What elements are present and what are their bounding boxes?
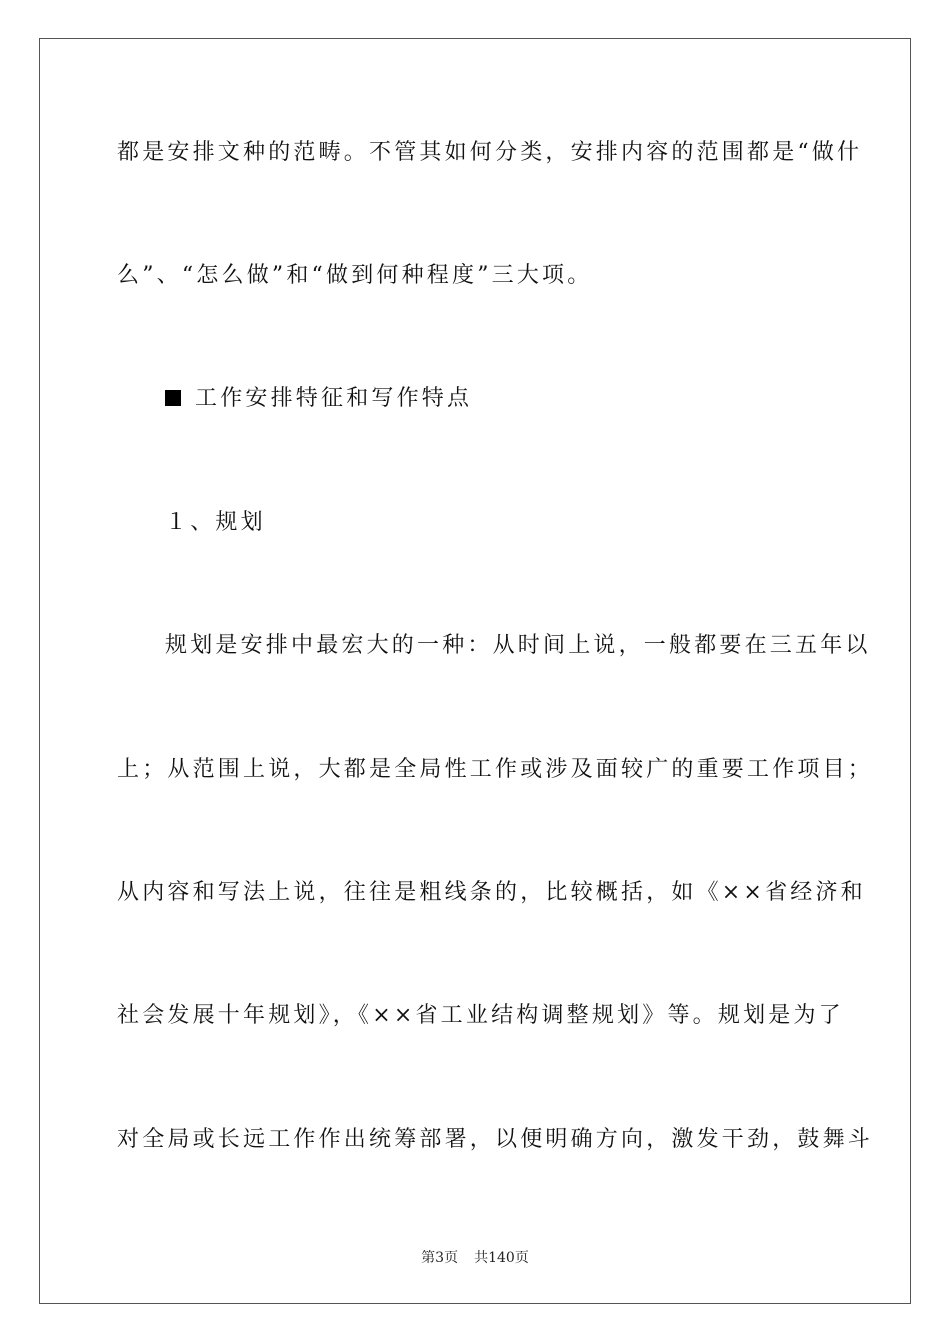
page-frame — [39, 38, 911, 1304]
square-bullet-icon — [165, 390, 181, 406]
body-paragraph-line: 规划是安排中最宏大的一种：从时间上说，一般都要在三五年以 — [165, 633, 871, 658]
body-paragraph-line: 从内容和写法上说，往往是粗线条的，比较概括，如《××省经济和 — [117, 880, 866, 905]
page-number: 第3页 — [421, 1250, 459, 1266]
section-heading — [165, 384, 881, 414]
body-paragraph-line: 么”、“怎么做”和“做到何种程度”三大项。 — [117, 263, 593, 288]
body-paragraph-line: 上；从范围上说，大都是全局性工作或涉及面较广的重要工作项目； — [117, 757, 874, 782]
body-paragraph-line: 社会发展十年规划》，《××省工业结构调整规划》等。规划是为了 — [117, 1003, 844, 1028]
section-heading-text: 工作安排特征和写作特点 — [195, 386, 473, 411]
total-pages: 共140页 — [474, 1250, 529, 1266]
body-paragraph-line: 都是安排文种的范畴。不管其如何分类，安排内容的范围都是“做什 — [117, 140, 863, 165]
subsection-heading: １、规划 — [165, 510, 266, 535]
page-footer — [0, 1249, 950, 1267]
body-paragraph-line: 对全局或长远工作作出统筹部署，以便明确方向，激发干劲，鼓舞斗 — [117, 1127, 874, 1152]
